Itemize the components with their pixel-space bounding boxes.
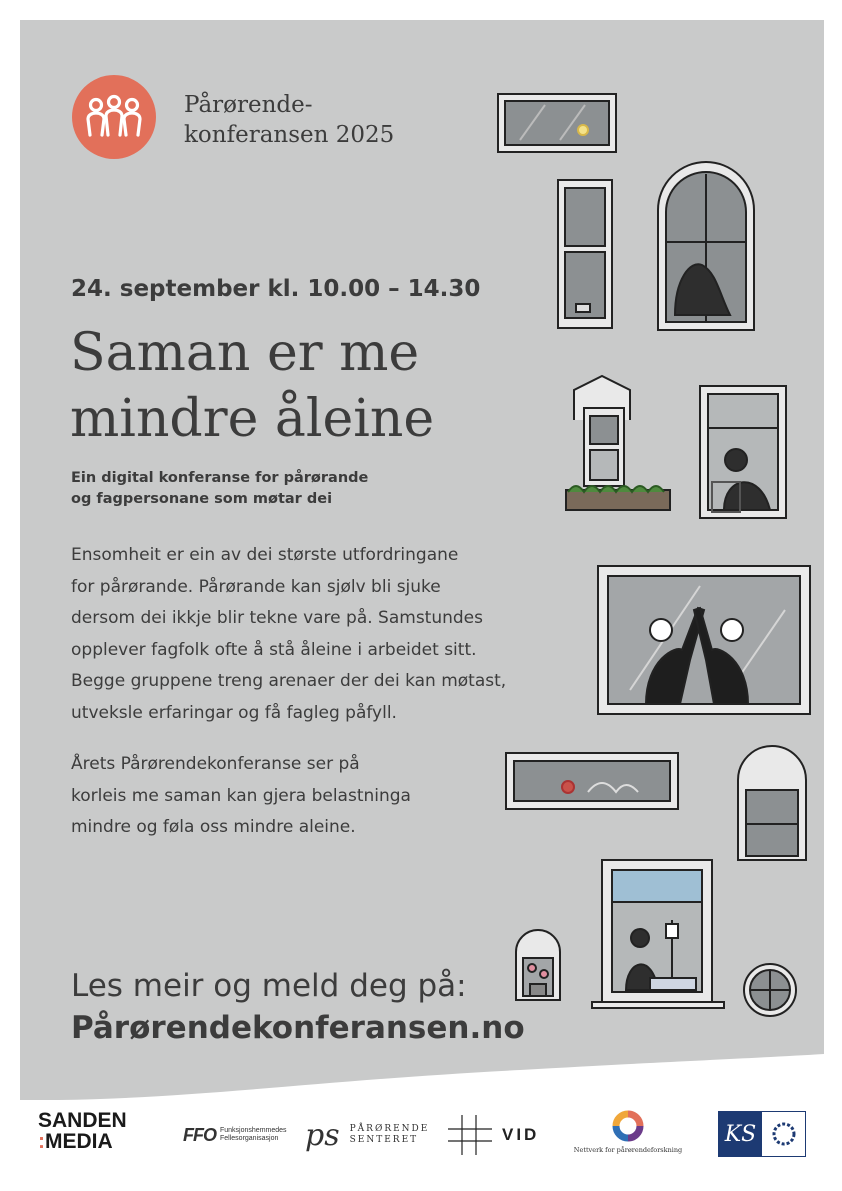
ps-mark: ps xyxy=(305,1117,340,1153)
body-line: Årets Pårørendekonferanse ser på xyxy=(71,754,360,774)
ffo-mark: FFO xyxy=(183,1124,216,1145)
subtitle-line1: Ein digital konferanse for pårørande xyxy=(71,470,369,486)
conference-name-line1: Pårørende- xyxy=(184,92,313,118)
body-line: dersom dei ikkje blir tekne vare på. Samstundes xyxy=(71,608,483,628)
windows-illustration xyxy=(480,90,820,1030)
body-line: Begge gruppene treng arenaer der dei kan møtast, xyxy=(71,671,507,691)
ps-line1: PÅRØRENDE xyxy=(349,1124,430,1134)
poster xyxy=(20,20,824,1100)
body-line: mindre og føla oss mindre aleine. xyxy=(71,817,356,837)
body-line: utveksle erfaringar og få fagleg påfyll. xyxy=(71,702,397,723)
headline-line2: mindre åleine xyxy=(70,389,435,449)
sponsor-ks-logo xyxy=(718,1111,806,1157)
nettverk-label: Nettverk for pårørendeforskning xyxy=(573,1146,683,1154)
subtitle-line2: og fagpersonane som møtar dei xyxy=(71,491,333,507)
conference-name xyxy=(184,90,394,150)
ffo-line1: Funksjonshemmedes xyxy=(220,1127,287,1134)
sanden-line1: SANDEN xyxy=(38,1109,127,1132)
nettverk-ring-icon xyxy=(612,1110,644,1142)
call-to-action: Les meir og meld deg på: xyxy=(71,968,467,1004)
ks-ring-icon xyxy=(762,1112,805,1156)
sponsor-vid-logo xyxy=(448,1110,539,1160)
sponsor-nettverk-logo xyxy=(573,1110,683,1160)
ffo-line2: Fellesorganisasjon xyxy=(220,1135,279,1142)
sponsor-sanden-media-logo xyxy=(38,1110,127,1160)
body-line: korleis me saman kan gjera belastninga xyxy=(71,785,411,806)
vid-label: VID xyxy=(502,1125,540,1144)
ks-label: KS xyxy=(719,1112,762,1156)
sanden-line2: :MEDIA xyxy=(38,1130,113,1153)
event-date: 24. september kl. 10.00 – 14.30 xyxy=(71,276,481,302)
body-line: for pårørande. Pårørande kan sjølv bli sjuke xyxy=(71,576,441,597)
ps-line2: SENTERET xyxy=(349,1135,419,1145)
vid-grid-icon xyxy=(448,1115,492,1155)
sponsor-parorendesenteret-logo xyxy=(305,1110,429,1160)
body-line: Ensomheit er ein av dei største utfordringane xyxy=(71,545,459,565)
sponsor-ffo-logo xyxy=(183,1110,287,1160)
conference-name-line2: konferansen 2025 xyxy=(184,122,395,148)
bottom-wave xyxy=(20,1040,824,1100)
conference-logo-icon xyxy=(72,75,156,159)
subtitle xyxy=(71,468,431,510)
headline-line1: Saman er me xyxy=(70,323,420,383)
website-link[interactable]: Pårørendekonferansen.no xyxy=(71,1010,525,1046)
body-line: opplever fagfolk ofte å stå åleine i arbeidet sitt. xyxy=(71,639,477,660)
